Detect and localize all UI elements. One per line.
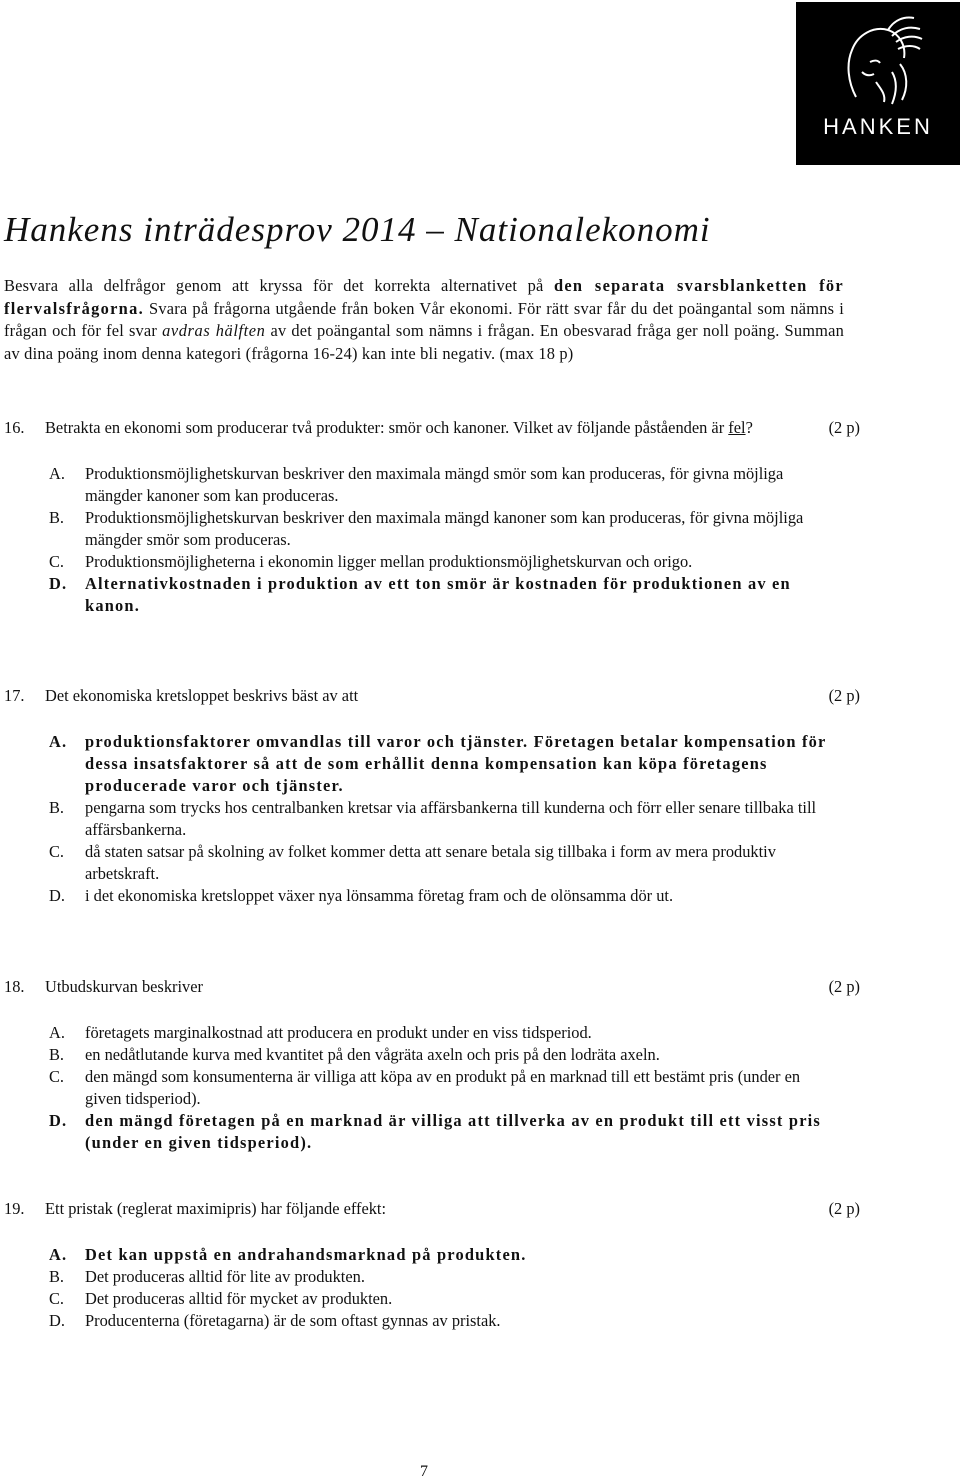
alternative-text: Det kan uppstå en andrahandsmarknad på produkten. bbox=[85, 1245, 527, 1264]
alternative-letter: B. bbox=[49, 1045, 65, 1064]
question-text-underlined: fel bbox=[728, 418, 746, 437]
page-number: 7 bbox=[420, 1463, 428, 1480]
alternative-letter: A. bbox=[49, 1245, 68, 1264]
alternative-letter: B. bbox=[49, 1267, 65, 1286]
question-header bbox=[4, 976, 860, 998]
alternative-text: Producenterna (företagarna) är de som oftast gynnas av pristak. bbox=[85, 1311, 501, 1330]
intro-part-3: av det poängantal som nämns i frågan. En obesvarad fråga ger noll poäng. Summan av dina poäng inom denna kategori (frågorna 16-24) kan inte bli negativ. (max 18 p) bbox=[4, 321, 844, 363]
intro-part-1: Besvara alla delfrågor genom att kryssa för det korrekta alternativet på bbox=[4, 276, 554, 295]
alternative-text: produktionsfaktorer omvandlas till varor och tjänster. Företagen betalar kompensation för dessa insatsfaktorer så att de som erhållit denna kompensation kan köpa företagens producerade varor och tjänster. bbox=[85, 732, 827, 795]
question-number: 17. bbox=[4, 686, 25, 705]
question-text-main: Betrakta en ekonomi som producerar två produkter: smör och kanoner. Vilket av följande påståenden är bbox=[45, 418, 729, 437]
question-points: (2 p) bbox=[828, 977, 860, 996]
page-title: Hankens inträdesprov 2014 – Nationalekonomi bbox=[4, 210, 711, 249]
alternative-text: en nedåtlutande kurva med kvantitet på den vågräta axeln och pris på den lodräta axeln. bbox=[85, 1045, 660, 1064]
question-header bbox=[4, 1198, 860, 1220]
logo-wordmark: HANKEN bbox=[823, 114, 933, 139]
alternative-text: den mängd som konsumenterna är villiga att köpa av en produkt på en marknad till ett bestämt pris (under en given tidsperiod). bbox=[85, 1067, 801, 1108]
alternative-text: Produktionsmöjligheterna i ekonomin ligger mellan produktionsmöjlighetskurvan och origo. bbox=[85, 552, 693, 571]
question-header bbox=[4, 685, 860, 707]
alternative-a-correct bbox=[45, 1244, 835, 1266]
alternative-d bbox=[45, 1310, 835, 1332]
question-points: (2 p) bbox=[828, 418, 860, 437]
question-text bbox=[45, 417, 795, 439]
alternative-text: Det produceras alltid för mycket av produkten. bbox=[85, 1289, 393, 1308]
alternative-c bbox=[45, 551, 835, 573]
question-header bbox=[4, 417, 860, 439]
alternative-b bbox=[45, 1044, 835, 1066]
intro-bold-answer-sheet: den separata svarsblanketten för flervalsfrågorna. bbox=[4, 276, 844, 318]
intro-italic-half-deducted: avdras hälften bbox=[162, 321, 266, 340]
question-number: 16. bbox=[4, 418, 25, 437]
question-17 bbox=[4, 685, 860, 907]
question-text: Utbudskurvan beskriver bbox=[45, 977, 203, 996]
alternative-letter: B. bbox=[49, 508, 65, 527]
alternative-letter: D. bbox=[49, 1311, 65, 1330]
alternative-letter: D. bbox=[49, 574, 68, 593]
alternative-letter: C. bbox=[49, 1289, 65, 1308]
alternative-a bbox=[45, 463, 835, 507]
alternative-letter: C. bbox=[49, 552, 65, 571]
question-text-end: ? bbox=[745, 418, 753, 437]
alternative-text: i det ekonomiska kretsloppet växer nya lönsamma företag fram och de olönsamma dör ut. bbox=[85, 886, 674, 905]
alternative-text: den mängd företagen på en marknad är villiga att tillverka av en produkt till ett visst pris (under en given tidsperiod). bbox=[85, 1111, 821, 1152]
alternative-letter: C. bbox=[49, 842, 65, 861]
alternative-text: pengarna som trycks hos centralbanken kretsar via affärsbankerna till kunderna och förr eller senare tillbaka till affärsbankerna. bbox=[85, 798, 817, 839]
alternative-a-correct bbox=[45, 731, 835, 797]
alternative-letter: C. bbox=[49, 1067, 65, 1086]
mercury-head-icon bbox=[796, 2, 960, 112]
alternative-d-correct bbox=[45, 1110, 835, 1154]
alternative-text: Produktionsmöjlighetskurvan beskriver den maximala mängd smör som kan produceras, för givna möjliga mängder kanoner som kan produceras. bbox=[85, 464, 784, 505]
alternative-letter: B. bbox=[49, 798, 65, 817]
alternative-b bbox=[45, 507, 835, 551]
question-text: Det ekonomiska kretsloppet beskrivs bäst av att bbox=[45, 686, 359, 705]
alternative-letter: D. bbox=[49, 1111, 68, 1130]
alternative-text: företagets marginalkostnad att producera en produkt under en viss tidsperiod. bbox=[85, 1023, 592, 1042]
alternative-text: Produktionsmöjlighetskurvan beskriver den maximala mängd kanoner som kan produceras, för givna möjliga mängder smör som produceras. bbox=[85, 508, 804, 549]
alternative-c bbox=[45, 1066, 835, 1110]
question-number: 18. bbox=[4, 977, 25, 996]
question-points: (2 p) bbox=[828, 1199, 860, 1218]
alternative-b bbox=[45, 797, 835, 841]
alternative-c bbox=[45, 1288, 835, 1310]
alternative-b bbox=[45, 1266, 835, 1288]
question-18 bbox=[4, 976, 860, 1154]
hanken-logo bbox=[796, 2, 960, 165]
alternative-text: Det produceras alltid för lite av produkten. bbox=[85, 1267, 365, 1286]
alternative-letter: A. bbox=[49, 732, 68, 751]
alternative-text: Alternativkostnaden i produktion av ett ton smör är kostnaden för produktionen av en kanon. bbox=[85, 574, 791, 615]
question-text: Ett pristak (reglerat maximipris) har följande effekt: bbox=[45, 1199, 387, 1218]
alternative-letter: D. bbox=[49, 886, 65, 905]
question-points: (2 p) bbox=[828, 686, 860, 705]
alternative-d bbox=[45, 885, 835, 907]
alternative-text: då staten satsar på skolning av folket kommer detta att senare betala sig tillbaka i form av mera produktiv arbetskraft. bbox=[85, 842, 776, 883]
alternative-d-correct bbox=[45, 573, 835, 617]
question-number: 19. bbox=[4, 1199, 25, 1218]
alternative-letter: A. bbox=[49, 464, 65, 483]
question-19 bbox=[4, 1198, 860, 1332]
instructions-paragraph bbox=[4, 275, 844, 365]
alternative-c bbox=[45, 841, 835, 885]
question-16 bbox=[4, 417, 860, 617]
alternative-letter: A. bbox=[49, 1023, 65, 1042]
intro-part-2: Svara på frågorna utgående från boken Vår ekonomi. För rätt svar får du det poängantal som nämns i frågan och för fel svar bbox=[4, 298, 844, 340]
alternative-a bbox=[45, 1022, 835, 1044]
